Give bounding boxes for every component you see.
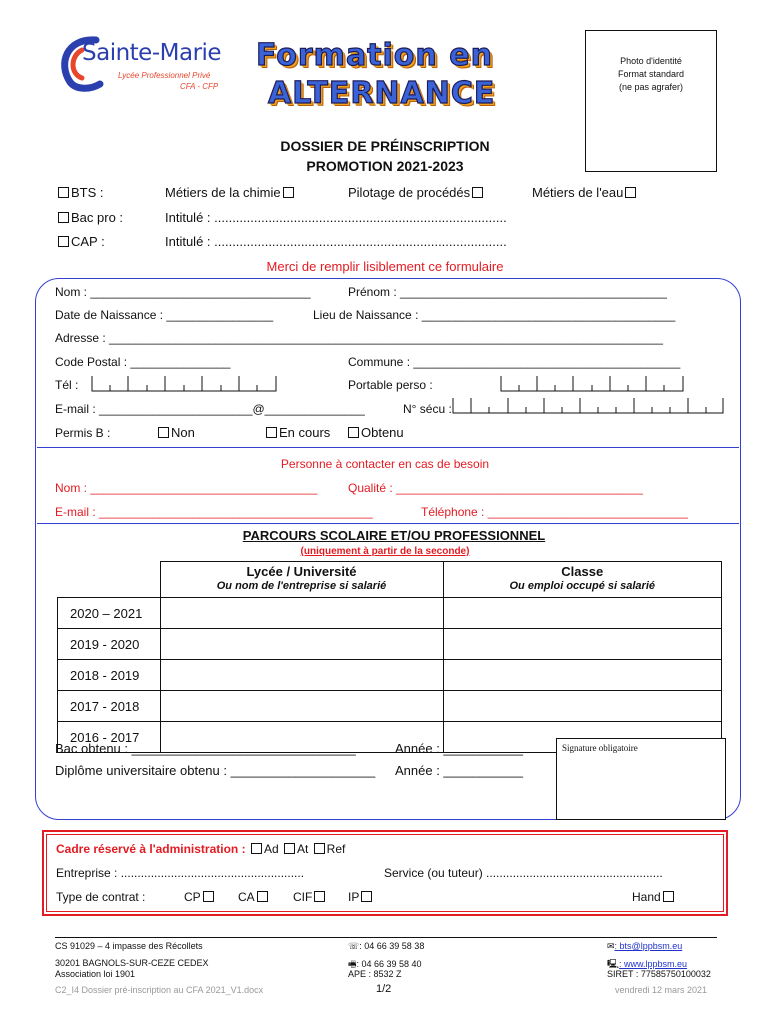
footer-address-3: Association loi 1901 xyxy=(55,969,136,979)
title-line-2: ALTERNANCE xyxy=(268,76,496,111)
logo-subtitle: Lycée Professionnel Privé xyxy=(118,71,211,80)
contrat-hand-checkbox[interactable] xyxy=(663,891,674,902)
school-cell[interactable] xyxy=(160,598,443,629)
col1-subtitle: Ou nom de l'entreprise si salarié xyxy=(216,580,387,592)
tel-label: Tél : xyxy=(55,378,79,392)
year-cell: 2020 – 2021 xyxy=(58,598,161,629)
bac-pro-label: Bac pro : xyxy=(71,210,124,225)
admin-ad-checkbox[interactable] xyxy=(251,843,262,854)
bac-obtenu-field[interactable]: Bac obtenu : _______________________________ xyxy=(55,741,356,756)
footer-phone: : 04 66 39 58 38 xyxy=(359,941,425,951)
year-cell: 2016 - 2017 xyxy=(58,722,161,753)
contact-email-field[interactable]: E-mail : _________________________________________ xyxy=(55,505,373,519)
admin-ad-label: Ad xyxy=(263,842,279,856)
permis-obtenu-checkbox[interactable] xyxy=(348,427,359,438)
contrat-ca-label: CA xyxy=(238,890,255,904)
contact-qualite-field[interactable]: Qualité : _____________________________________ xyxy=(348,481,643,495)
school-cell[interactable] xyxy=(160,691,443,722)
bts-label: BTS : xyxy=(71,185,104,200)
school-cell[interactable] xyxy=(160,660,443,691)
cap-label: CAP : xyxy=(71,234,105,249)
table-row xyxy=(58,598,722,629)
date-naissance-field[interactable]: Date de Naissance : ________________ xyxy=(55,308,274,322)
table-row xyxy=(58,629,722,660)
contact-telephone-field[interactable]: Téléphone : ______________________________ xyxy=(421,505,688,519)
year-cell: 2019 - 2020 xyxy=(58,629,161,660)
contrat-cp-label: CP xyxy=(184,890,201,904)
contrat-cp-checkbox[interactable] xyxy=(203,891,214,902)
col1-header xyxy=(160,562,443,598)
diplome-field[interactable]: Diplôme universitaire obtenu : ____________________ xyxy=(55,763,376,778)
logo-subtitle-2: CFA - CFP xyxy=(180,82,219,91)
chimie-checkbox[interactable] xyxy=(283,187,294,198)
admin-at-label: At xyxy=(296,842,309,856)
school-logo xyxy=(52,30,232,100)
parcours-table xyxy=(57,561,722,753)
nom-field[interactable]: Nom : _________________________________ xyxy=(55,285,311,299)
footer-date: vendredi 12 mars 2021 xyxy=(615,985,708,995)
contact-nom-field[interactable]: Nom : __________________________________ xyxy=(55,481,318,495)
footer-page-number: 1/2 xyxy=(376,983,392,995)
admin-entreprise-field[interactable]: Entreprise : ....................................................... xyxy=(56,866,305,880)
col2-subtitle: Ou emploi occupé si salarié xyxy=(509,580,655,592)
col1-title: Lycée / Université xyxy=(246,564,357,579)
class-cell[interactable] xyxy=(443,660,722,691)
code-postal-field[interactable]: Code Postal : _______________ xyxy=(55,355,231,369)
fax-icon: 🖷 xyxy=(348,959,357,969)
cap-checkbox[interactable] xyxy=(58,236,69,247)
permis-obtenu-label: Obtenu xyxy=(361,425,404,440)
year-cell: 2017 - 2018 xyxy=(58,691,161,722)
cap-intitule[interactable]: Intitulé : ................................................................................. xyxy=(165,234,507,249)
class-cell[interactable] xyxy=(443,691,722,722)
email-field[interactable]: E-mail : _______________________@_______________ xyxy=(55,402,365,416)
class-cell[interactable] xyxy=(443,629,722,660)
col2-header xyxy=(443,562,722,598)
title-line-1: Formation en xyxy=(256,38,493,73)
contrat-cif-label: CIF xyxy=(293,890,313,904)
contact-title: Personne à contacter en cas de besoin xyxy=(280,457,490,471)
admin-title: Cadre réservé à l'administration : xyxy=(56,842,246,856)
bts-checkbox[interactable] xyxy=(58,187,69,198)
bts-row xyxy=(56,185,104,200)
table-row xyxy=(58,691,722,722)
photo-text-3: (ne pas agrafer) xyxy=(618,82,684,92)
admin-ref-label: Ref xyxy=(326,842,346,856)
admin-at-checkbox[interactable] xyxy=(284,843,295,854)
class-cell[interactable] xyxy=(443,598,722,629)
footer-address-2: 30201 BAGNOLS-SUR-CEZE CEDEX xyxy=(55,958,209,968)
pilotage-checkbox[interactable] xyxy=(472,187,483,198)
admin-service-field[interactable]: Service (ou tuteur) ..................................................... xyxy=(384,866,663,880)
portable-digit-boxes[interactable] xyxy=(500,376,684,392)
bts-option-pilotage: Pilotage de procédés xyxy=(348,185,471,200)
adresse-field[interactable]: Adresse : ___________________________________________________________________________________ xyxy=(55,331,663,345)
footer-address-1: CS 91029 – 4 impasse des Récollets xyxy=(55,941,203,951)
permis-encours-checkbox[interactable] xyxy=(266,427,277,438)
nsecu-digit-boxes[interactable] xyxy=(452,398,724,414)
col2-title: Classe xyxy=(561,564,604,579)
lieu-naissance-field[interactable]: Lieu de Naissance : ______________________________________ xyxy=(313,308,676,322)
prenom-field[interactable]: Prénom : ________________________________________ xyxy=(348,285,667,299)
portable-label: Portable perso : xyxy=(348,378,433,392)
permis-non-checkbox[interactable] xyxy=(158,427,169,438)
instruction-text: Merci de remplir lisiblement ce formulaire xyxy=(266,259,504,274)
signature-box[interactable] xyxy=(556,738,726,820)
permis-label: Permis B : xyxy=(55,426,111,440)
contrat-ip-checkbox[interactable] xyxy=(361,891,372,902)
signature-label: Signature obligatoire xyxy=(562,743,638,753)
permis-encours-label: En cours xyxy=(279,425,331,440)
permis-non-label: Non xyxy=(171,425,195,440)
footer-ape: APE : 8532 Z xyxy=(348,969,402,979)
dossier-title: DOSSIER DE PRÉINSCRIPTION xyxy=(280,138,490,154)
phone-icon: ☏ xyxy=(348,941,360,951)
photo-text-1: Photo d'identité xyxy=(620,56,682,66)
year-cell: 2018 - 2019 xyxy=(58,660,161,691)
eau-checkbox[interactable] xyxy=(625,187,636,198)
bac-pro-checkbox[interactable] xyxy=(58,212,69,223)
bac-pro-intitule[interactable]: Intitulé : ................................................................................. xyxy=(165,210,507,225)
table-row xyxy=(58,660,722,691)
footer-fax: : 04 66 39 58 40 xyxy=(356,959,422,969)
promotion-title: PROMOTION 2021-2023 xyxy=(306,158,464,174)
bts-option-chimie: Métiers de la chimie xyxy=(165,185,281,200)
admin-contrat-label: Type de contrat : xyxy=(56,890,146,904)
annee-2-field[interactable]: Année : ___________ xyxy=(395,763,523,778)
nsecu-label: N° sécu : xyxy=(403,402,452,416)
footer-divider xyxy=(55,937,717,938)
parcours-title: PARCOURS SCOLAIRE ET/OU PROFESSIONNEL xyxy=(242,528,546,543)
tel-digit-boxes[interactable] xyxy=(91,376,277,392)
contrat-ip-label: IP xyxy=(348,890,360,904)
photo-text-2: Format standard xyxy=(617,69,685,79)
footer-docname: C2_I4 Dossier pré-inscription au CFA 2021_V1.docx xyxy=(55,985,264,995)
footer-siret: SIRET : 77585750100032 xyxy=(607,969,711,979)
parcours-subtitle: (uniquement à partir de la seconde) xyxy=(300,546,470,557)
commune-field[interactable]: Commune : ________________________________________ xyxy=(348,355,681,369)
contrat-ca-checkbox[interactable] xyxy=(257,891,268,902)
logo-name: Sainte-Marie xyxy=(82,40,222,66)
computer-icon: 🖳 xyxy=(607,959,620,969)
contrat-cif-checkbox[interactable] xyxy=(314,891,325,902)
mail-icon: ✉ xyxy=(607,941,615,951)
contrat-hand-label: Hand xyxy=(632,890,661,904)
school-cell[interactable] xyxy=(160,629,443,660)
footer-web-link[interactable]: : www.lppbsm.eu xyxy=(619,959,688,969)
footer-email-link[interactable]: : bts@lppbsm.eu xyxy=(614,941,683,951)
bts-option-eau: Métiers de l'eau xyxy=(532,185,624,200)
admin-ref-checkbox[interactable] xyxy=(314,843,325,854)
annee-1-field[interactable]: Année : ___________ xyxy=(395,741,523,756)
